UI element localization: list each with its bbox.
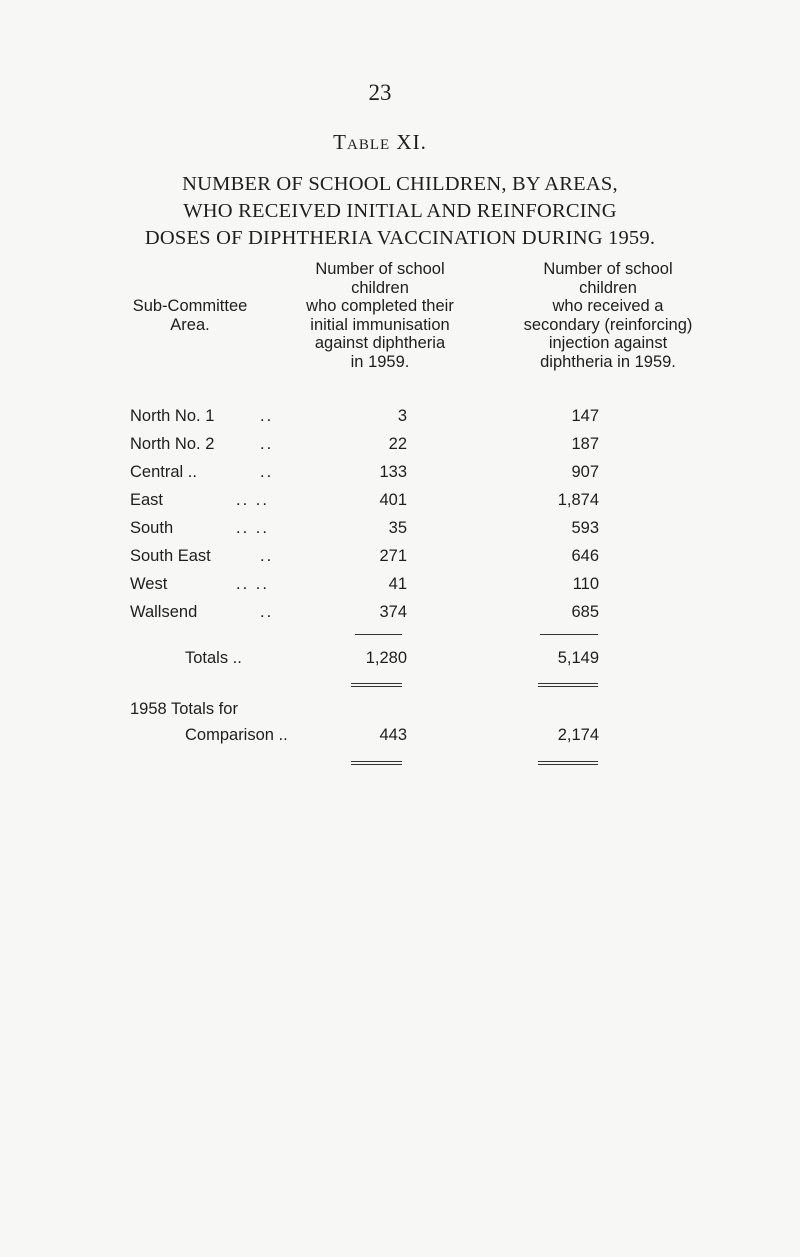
page-number: 23 (368, 80, 392, 105)
row-completed: 41 (388, 575, 407, 593)
row-area: North No. 1 (130, 407, 215, 425)
header-completed-line: initial immunisation (310, 315, 450, 334)
leader-dots: .. (260, 547, 274, 565)
totals-row (0, 649, 800, 677)
header-area (100, 297, 280, 334)
header-reinforcing-line: injection against (548, 334, 668, 353)
totals-double-rule-reinforcing (538, 683, 598, 687)
comparison-row (0, 726, 800, 754)
header-reinforcing-line: diphtheria in 1959. (540, 352, 676, 371)
header-reinforcing-line: who received a (552, 297, 664, 316)
row-completed: 374 (379, 603, 407, 621)
row-reinforcing: 907 (571, 463, 599, 481)
header-reinforcing-line: secondary (reinforcing) (523, 315, 693, 334)
header-completed-line: in 1959. (350, 352, 410, 371)
leader-dots: .. (260, 407, 274, 425)
subtotal-rule-completed (355, 634, 402, 635)
row-completed: 401 (379, 491, 407, 509)
row-reinforcing: 110 (572, 575, 599, 593)
row-completed: 133 (379, 463, 407, 481)
header-completed (260, 260, 500, 372)
row-completed: 3 (397, 407, 407, 425)
totals-double-rule-completed (351, 683, 402, 687)
header-completed-line: Number of school (315, 260, 445, 278)
row-completed: 22 (388, 435, 407, 453)
comparison-label-line2: Comparison .. (185, 726, 288, 744)
row-completed: 35 (388, 519, 407, 537)
table-row (0, 519, 800, 547)
table-title (0, 171, 800, 252)
totals-completed: 1,280 (365, 649, 407, 667)
row-area: East (130, 491, 164, 509)
row-reinforcing: 593 (571, 519, 599, 537)
header-completed-line: children (351, 278, 409, 297)
header-area-line: Sub-Committee (132, 297, 248, 315)
table-row (0, 547, 800, 575)
row-area: North No. 2 (130, 435, 215, 453)
row-area: South (130, 519, 174, 537)
leader-dots: .. (260, 603, 274, 621)
comparison-double-rule-reinforcing (538, 761, 598, 765)
header-reinforcing-line: children (579, 278, 637, 297)
subtotal-rule-reinforcing (540, 634, 598, 635)
comparison-reinforcing: 2,174 (557, 726, 599, 744)
table-label: Table XI. (333, 130, 427, 154)
row-reinforcing: 1,874 (557, 491, 599, 509)
header-reinforcing-line: Number of school (543, 260, 673, 278)
leader-dots: .. .. (236, 575, 269, 593)
table-row (0, 491, 800, 519)
leader-dots: .. (260, 435, 274, 453)
comparison-double-rule-completed (351, 761, 402, 765)
table-row (0, 435, 800, 463)
title-line-3: DOSES OF DIPHTHERIA VACCINATION DURING 1959. (144, 227, 656, 249)
table-row (0, 575, 800, 603)
row-reinforcing: 147 (571, 407, 599, 425)
row-reinforcing: 187 (571, 435, 599, 453)
row-completed: 271 (379, 547, 407, 565)
comparison-completed: 443 (379, 726, 407, 744)
leader-dots: .. (260, 463, 274, 481)
row-reinforcing: 646 (571, 547, 599, 565)
leader-dots: .. .. (236, 491, 269, 509)
header-reinforcing (488, 260, 728, 372)
totals-label: Totals .. (185, 649, 242, 667)
row-area: Central .. (130, 463, 197, 481)
totals-reinforcing: 5,149 (557, 649, 599, 667)
table-row (0, 603, 800, 631)
table-row (0, 407, 800, 435)
row-area: West (130, 575, 168, 593)
title-line-1: NUMBER OF SCHOOL CHILDREN, BY AREAS, (182, 173, 618, 195)
row-reinforcing: 685 (571, 603, 599, 621)
header-completed-line: against diphtheria (314, 334, 446, 353)
row-area: South East (130, 547, 211, 565)
comparison-label-row (0, 700, 800, 728)
header-completed-line: who completed their (306, 297, 454, 316)
row-area: Wallsend (130, 603, 198, 621)
title-line-2: WHO RECEIVED INITIAL AND REINFORCING (183, 200, 617, 222)
header-area-line: Area. (170, 315, 210, 334)
leader-dots: .. .. (236, 519, 269, 537)
comparison-label-line1: 1958 Totals for (130, 700, 238, 718)
table-row (0, 463, 800, 491)
